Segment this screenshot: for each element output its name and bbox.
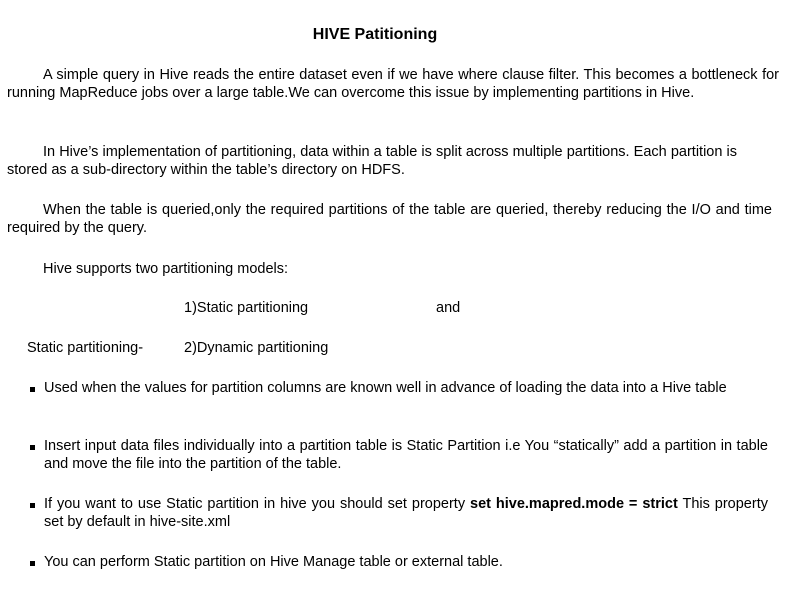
bullet-item-strict-mode [44,495,768,531]
model-dynamic-label: 2)Dynamic partitioning [184,340,329,356]
model-static-label: 1)Static partitioning [184,300,309,316]
bullet-square-icon [30,561,35,566]
paragraph-full-scan: A simple query in Hive reads the entire dataset even if we have where clause filter. This becomes a bottleneck for running MapReduce jobs over a large table.We can overcome this issue by implementing partitions in Hive. [7,67,779,101]
bullet-item-table-types: You can perform Static partition on Hive Manage table or external table. [44,554,503,570]
page-title: HIVE Patitioning [312,26,438,43]
bullet-item-insert-files: Insert input data files individually into a partition table is Static Partition i.e You “statically” add a partition in table and move the file into the partition of the table. [44,438,768,472]
bullet-square-icon [30,503,35,508]
bullet-text-after: This property set by default in hive-site.xml [44,496,768,530]
bullet-text-before: If you want to use Static partition in hive you should set property [44,496,470,512]
paragraph-query-benefit: When the table is queried,only the required partitions of the table are queried, thereby reducing the I/O and time required by the query. [7,202,772,236]
static-partitioning-heading: Static partitioning- [27,340,144,356]
bullet-square-icon [30,387,35,392]
property-code: set hive.mapred.mode = strict [470,496,678,512]
paragraph-partition-implementation: In Hive’s implementation of partitioning, data within a table is split across multiple partitions. Each partition is stored as a sub-directory within the table’s directory on HDFS. [7,144,737,178]
model-connector: and [436,300,461,316]
bullet-square-icon [30,445,35,450]
paragraph-models-intro: Hive supports two partitioning models: [43,261,289,277]
bullet-item-known-values: Used when the values for partition columns are known well in advance of loading the data into a Hive table [44,380,727,396]
